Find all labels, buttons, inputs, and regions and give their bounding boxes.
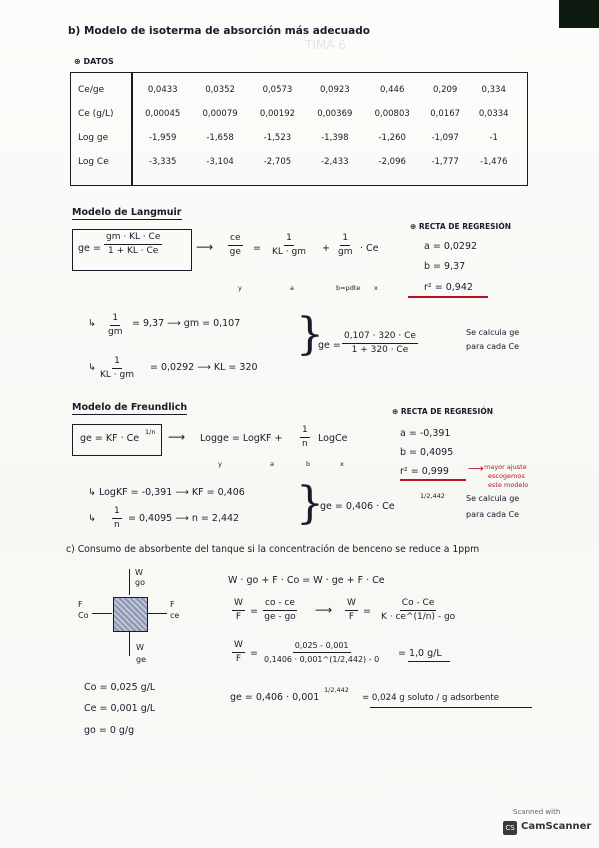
freundlich-reg-r2: r² = 0,999 <box>400 466 449 477</box>
table-cell: 0,446 <box>380 85 405 95</box>
camscanner-logo-icon: CS <box>503 821 517 835</box>
table-cell: -1,959 <box>148 133 177 143</box>
eq4-num: Co - Ce <box>400 598 437 611</box>
row-label: Ce (g/L) <box>78 109 114 119</box>
langmuir-reg-title: ⊕ RECTA DE REGRESIÓN <box>410 222 512 231</box>
table-cell: 0,209 <box>432 85 458 95</box>
langmuir-result-frac <box>342 331 418 356</box>
table-cell: 0,00045 <box>145 109 181 119</box>
freundlich-title: Modelo de Freundlich <box>72 402 188 413</box>
datos-label: ⊕ DATOS <box>74 57 114 66</box>
red-underline <box>408 296 488 298</box>
table-cell: -2,705 <box>263 157 292 167</box>
table-cell: 0,00192 <box>259 109 296 119</box>
under-a: a <box>270 460 274 468</box>
langmuir-reg-a: a = 0,0292 <box>424 241 478 252</box>
arrow-down-bottom <box>129 632 130 656</box>
freundlich-reg-b: b = 0,4095 <box>400 447 454 458</box>
diag-co: Co <box>78 611 89 620</box>
table-cell: -2,433 <box>321 157 349 167</box>
equals: = <box>250 648 258 659</box>
lin-den: n <box>302 439 308 449</box>
row-label: Log ge <box>78 133 109 143</box>
table-row <box>78 150 518 174</box>
step2-num: 1 <box>112 506 122 519</box>
freundlich-result-exp: 1/2,442 <box>420 492 445 500</box>
eq6-num: 0,025 - 0,001 <box>293 640 351 653</box>
given-co: Co = 0,025 g/L <box>84 682 156 693</box>
diag-f-right: F <box>170 600 175 609</box>
eq6-den: 0,1406 · 0,001^(1/2,442) - 0 <box>264 655 380 664</box>
langmuir-title: Modelo de Langmuir <box>72 207 182 218</box>
plus: + <box>322 243 330 254</box>
red-note-2: escogemos <box>488 472 525 480</box>
table-cell: 0,334 <box>481 85 506 95</box>
lin-den-3: gm <box>338 247 353 257</box>
lin-num-1: ce <box>228 233 243 246</box>
arrow: ⟶ <box>168 430 186 444</box>
step1-den: gm <box>108 327 123 337</box>
under-b: b <box>306 460 311 468</box>
table-cell: 0,00079 <box>202 109 238 119</box>
equals: = <box>253 243 261 254</box>
section-b-heading: b) Modelo de isoterma de absorción más adecuado <box>68 25 370 37</box>
table-cell: -1,398 <box>321 133 349 143</box>
langmuir-result-lhs: ge = <box>318 340 341 351</box>
table-cell: -1,097 <box>431 133 459 143</box>
equals: = <box>250 606 258 617</box>
underline <box>408 661 450 662</box>
page-corner-shadow <box>559 0 599 28</box>
freundlich-eq: ge = KF · Ce <box>80 433 140 444</box>
eq2-num: co - ce <box>263 598 297 611</box>
given-ce: Ce = 0,001 g/L <box>84 703 156 714</box>
result-num: 0,107 · 320 · Ce <box>342 331 418 344</box>
under-x: x <box>340 460 344 468</box>
eq5-den: F <box>235 654 242 664</box>
brace: } <box>296 309 324 360</box>
table-cell: 0,0167 <box>430 109 461 119</box>
langmuir-fraction <box>104 232 162 257</box>
langmuir-reg-b: b = 9,37 <box>424 261 466 272</box>
arrow: ⟶ <box>196 240 214 254</box>
lin-den-2: KL · gm <box>272 247 306 257</box>
step-arrow: ↳ <box>88 513 96 524</box>
table-cell: 0,0433 <box>147 85 178 95</box>
freundlich-lin: Logge = LogKF + <box>200 433 283 444</box>
table-cell: 0,0573 <box>262 85 293 95</box>
bleed-through-text: TIMA 6 <box>305 38 346 52</box>
lin-tail: · Ce <box>360 243 379 254</box>
diag-w-top: W <box>135 568 143 577</box>
freundlich-step1: ↳ LogKF = -0,391 ⟶ KF = 0,406 <box>88 487 245 498</box>
red-note-3: este modelo <box>488 481 529 489</box>
table-cell: 0,00369 <box>317 109 353 119</box>
red-underline <box>400 479 466 481</box>
tank-icon <box>113 597 148 632</box>
freundlich-result: ge = 0,406 · Ce <box>320 501 395 512</box>
eq1-den: F <box>235 612 242 622</box>
step-arrow: ↳ <box>88 362 96 373</box>
eq6-frac <box>264 640 379 665</box>
table-cell: 0,0352 <box>205 85 235 95</box>
under-b: b=pdte <box>336 284 361 292</box>
result-den: 1 + 320 · Ce <box>351 345 409 355</box>
table-cell: -2,096 <box>378 157 406 167</box>
red-note-1: mayor ajuste <box>484 463 527 471</box>
watermark-line-1: Scanned with <box>513 808 561 816</box>
table-cell: -1 <box>489 133 498 143</box>
eq5-frac <box>232 640 245 665</box>
table-row <box>78 78 518 102</box>
freundlich-reg-title: ⊕ RECTA DE REGRESIÓN <box>392 407 494 416</box>
lin-frac-3 <box>338 233 352 258</box>
langmuir-lhs: ge = <box>78 243 101 254</box>
langmuir-note-1: Se calcula ge <box>466 328 520 337</box>
table-cell: -3,335 <box>148 157 177 167</box>
diag-ce: ce <box>170 611 180 620</box>
step2-frac <box>100 356 134 381</box>
arrow-out <box>147 613 167 614</box>
langmuir-note-2: para cada Ce <box>466 342 520 351</box>
lin-num-3: 1 <box>340 233 350 246</box>
lin-num-2: 1 <box>284 233 294 246</box>
red-arrow: ⟶ <box>468 462 484 475</box>
diag-ge: ge <box>136 655 146 664</box>
diag-go: go <box>135 578 145 587</box>
diag-w-bot: W <box>136 643 144 652</box>
table-cell: -1,476 <box>480 157 508 167</box>
watermark-line-2: CamScanner <box>521 821 592 832</box>
step1-eq: = 9,37 ⟶ gm = 0,107 <box>132 318 241 329</box>
eq6-result: = 1,0 g/L <box>398 648 442 659</box>
arrow-in <box>92 613 112 614</box>
eq1-num: W <box>232 598 245 611</box>
langmuir-denominator: 1 + KL · Ce <box>108 246 159 256</box>
lin-frac-1 <box>228 233 243 258</box>
table-row <box>78 126 518 150</box>
langmuir-reg-r2: r² = 0,942 <box>424 282 473 293</box>
step2-den: KL · gm <box>100 370 134 380</box>
data-table <box>78 78 518 174</box>
final-eq: ge = 0,406 · 0,001 <box>230 692 320 703</box>
step2-eq: = 0,0292 ⟶ KL = 320 <box>150 362 258 373</box>
table-cell: -3,104 <box>206 157 234 167</box>
freundlich-reg-a: a = -0,391 <box>400 428 451 439</box>
mass-balance: W · go + F · Co = W · ge + F · Ce <box>228 575 385 586</box>
section-c-heading: c) Consumo de absorbente del tanque si la concentración de benceno se reduce a 1ppm <box>66 544 480 555</box>
eq4-frac <box>381 598 455 623</box>
freundlich-note-2: para cada Ce <box>466 510 520 519</box>
eq5-num: W <box>232 640 245 653</box>
arrow: ⟶ <box>315 603 333 617</box>
arrow-down-top <box>129 569 130 595</box>
table-cell: -1,658 <box>206 133 234 143</box>
freundlich-step2-eq: = 0,4095 ⟶ n = 2,442 <box>128 513 240 524</box>
under-y: y <box>218 460 222 468</box>
row-label: Log Ce <box>78 157 109 167</box>
under-a: a <box>290 284 294 292</box>
eq4-den: K · ce^(1/n) - go <box>381 612 456 622</box>
step2-den: n <box>114 520 120 530</box>
camscanner-watermark <box>501 806 591 840</box>
table-cell: -1,260 <box>378 133 406 143</box>
langmuir-numerator: gm · KL · Ce <box>104 232 162 245</box>
freundlich-lin-tail: LogCe <box>318 433 348 444</box>
table-cell: 0,00803 <box>374 109 410 119</box>
eq3-num: W <box>345 598 358 611</box>
table-cell: 0,0923 <box>319 85 350 95</box>
under-y: y <box>238 284 242 292</box>
given-go: go = 0 g/g <box>84 725 135 736</box>
row-label: Ce/ge <box>78 85 105 95</box>
underline <box>370 707 532 708</box>
eq2-den: ge - go <box>264 612 296 622</box>
step1-num: 1 <box>110 313 120 326</box>
equals: = <box>363 606 371 617</box>
step2-num: 1 <box>112 356 122 369</box>
eq3-frac <box>345 598 358 623</box>
table-row <box>78 102 518 126</box>
table-cell: 0,0334 <box>478 109 509 119</box>
freundlich-step2-frac <box>112 506 122 531</box>
lin-den-1: ge <box>229 247 241 257</box>
table-cell: -1,523 <box>263 133 292 143</box>
step-arrow: ↳ <box>88 318 96 329</box>
final-exp: 1/2,442 <box>324 686 349 694</box>
under-x: x <box>374 284 378 292</box>
freundlich-note-1: Se calcula ge <box>466 494 520 503</box>
freundlich-exp: 1/n <box>145 428 156 436</box>
brace: } <box>296 478 324 529</box>
eq3-den: F <box>348 612 355 622</box>
step1-frac <box>108 313 122 338</box>
table-cell: -1,777 <box>431 157 459 167</box>
eq2-frac <box>263 598 297 623</box>
diag-f-left: F <box>78 600 83 609</box>
lin-frac-2 <box>272 233 306 258</box>
lin-num: 1 <box>300 425 310 438</box>
final-result: = 0,024 g soluto / g adsorbente <box>362 693 500 703</box>
freundlich-lin-frac <box>300 425 310 450</box>
eq1-frac <box>232 598 245 623</box>
